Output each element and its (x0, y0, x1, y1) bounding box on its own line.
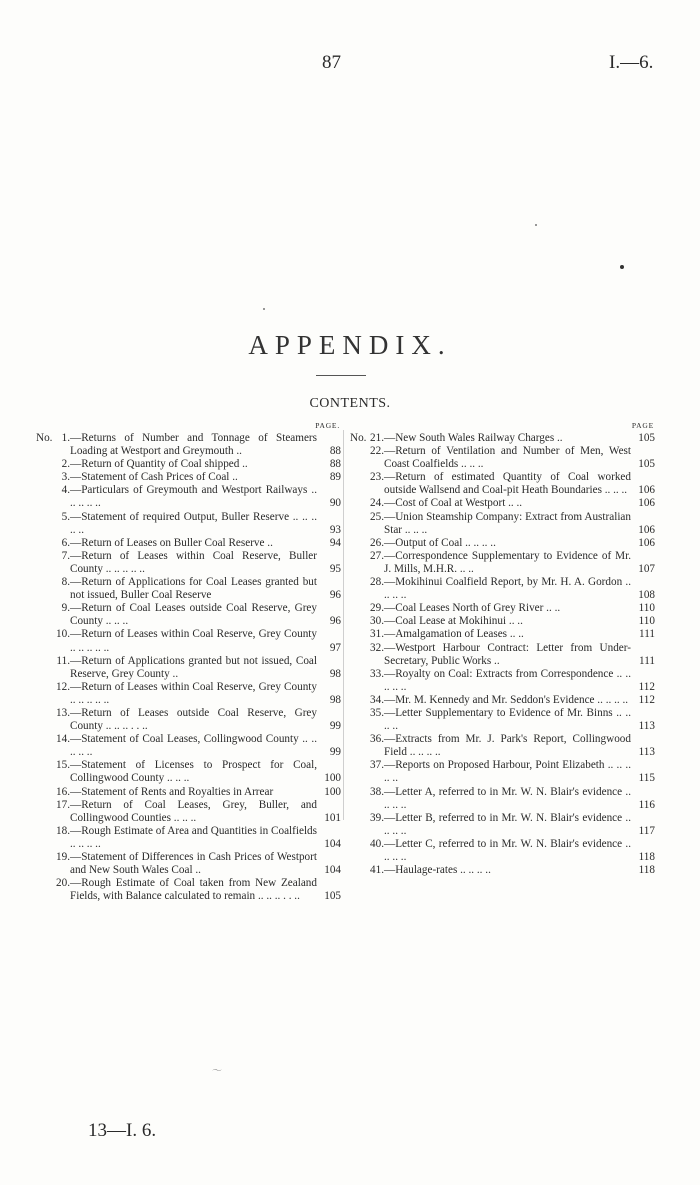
entry-number: 21. (370, 432, 384, 444)
entry-title: —Haulage-rates .. .. .. .. (384, 864, 491, 877)
entry-number: 37. (370, 759, 384, 772)
entry-number: 35. (370, 706, 384, 719)
entry-page-number: 104 (324, 837, 341, 850)
entry-page-number: 88 (329, 445, 341, 458)
appendix-title: APPENDIX. (248, 330, 452, 360)
entry-number: 26. (370, 536, 384, 549)
contents-entry (350, 838, 655, 864)
entry-page-number: 116 (638, 798, 655, 811)
entry-title: —Particulars of Greymouth and Westport Railways .. .. .. .. .. (70, 484, 317, 510)
entry-title: —Return of Quantity of Coal shipped .. (70, 458, 248, 471)
entry-page-number: 90 (329, 497, 341, 510)
ink-speck (263, 308, 265, 310)
entry-title: —Mokihinui Coalfield Report, by Mr. H. A. Gordon .. .. .. .. (384, 576, 631, 602)
contents-entry (36, 537, 341, 550)
entry-number: 33. (370, 667, 384, 680)
entry-number: 18. (56, 824, 70, 837)
column-divider (343, 430, 344, 820)
entry-page-number: 105 (638, 458, 655, 471)
contents-entry (36, 628, 341, 654)
entry-title: —Statement of Differences in Cash Prices of Westport and New South Wales Coal .. (70, 851, 317, 877)
contents-entry (36, 602, 341, 628)
entry-number: 2. (61, 458, 70, 471)
entry-title: —Letter Supplementary to Evidence of Mr. Binns .. .. .. .. (384, 706, 631, 733)
contents-entry (350, 471, 655, 497)
contents-entry (350, 445, 655, 471)
contents-entry (36, 458, 341, 471)
entry-title: —Return of Ventilation and Number of Men, West Coast Coalfields .. .. .. (384, 445, 631, 471)
entry-page-number: 100 (324, 785, 341, 798)
entry-number: 23. (370, 471, 384, 484)
entry-title: —Cost of Coal at Westport .. .. (384, 497, 523, 510)
entry-number: 22. (370, 445, 384, 458)
contents-entry (350, 550, 655, 576)
contents-entry (36, 655, 341, 681)
entry-number: 15. (56, 759, 70, 772)
contents-entry (350, 786, 655, 812)
entry-prefix: No. (350, 432, 367, 444)
contents-column-right (350, 420, 655, 877)
contents-entry (36, 471, 341, 484)
contents-entry (36, 484, 341, 510)
entry-page-number: 110 (638, 602, 655, 615)
entry-title: —Amalgamation of Leases .. .. (384, 628, 524, 641)
entry-number: 17. (56, 798, 70, 811)
entry-title: —Return of Leases within Coal Reserve, Grey County .. .. .. .. .. (70, 680, 317, 706)
entry-number: 31. (370, 628, 384, 641)
entry-number: 19. (56, 851, 70, 863)
entry-page-number: 108 (638, 589, 655, 602)
entry-title: —Statement of Rents and Royalties in Arrear (70, 785, 274, 798)
page-number: 87 (322, 52, 341, 73)
contents-entry (350, 694, 655, 707)
entry-page-number: 112 (638, 693, 655, 706)
entry-title: —Mr. M. Kennedy and Mr. Seddon's Evidence .. .. .. .. (384, 693, 629, 706)
contents-entry (36, 432, 341, 458)
footer-reference: 13—I. 6. (88, 1120, 157, 1141)
entry-number: 3. (61, 471, 70, 484)
contents-entry (36, 733, 341, 759)
contents-entry (36, 799, 341, 825)
entry-title: —Reports on Proposed Harbour, Point Elizabeth .. .. .. .. .. (384, 759, 631, 785)
entry-page-number: 118 (638, 851, 655, 863)
entry-title: —Extracts from Mr. J. Park's Report, Collingwood Field .. .. .. .. (384, 733, 631, 759)
entry-number: 14. (56, 733, 70, 746)
contents-entry (350, 759, 655, 785)
entry-page-number: 106 (638, 497, 655, 510)
contents-entry (36, 877, 341, 903)
contents-entry (350, 707, 655, 733)
entry-number: 1. (61, 432, 70, 444)
entry-page-number: 113 (638, 746, 655, 759)
entry-title: —Return of Leases within Coal Reserve, Buller County .. .. .. .. .. (70, 549, 317, 575)
entry-title: —Letter B, referred to in Mr. W. N. Blair's evidence .. .. .. .. (384, 811, 631, 837)
contents-entry (350, 615, 655, 628)
contents-entry (350, 537, 655, 550)
entry-page-number: 96 (329, 615, 341, 628)
entry-page-number: 101 (324, 811, 341, 824)
entry-title: —Correspondence Supplementary to Evidence of Mr. J. Mills, M.H.R. .. .. (384, 549, 631, 575)
entry-number: 32. (370, 641, 384, 654)
entry-page-number: 98 (329, 667, 341, 680)
entry-title: —Statement of Coal Leases, Collingwood County .. .. .. .. .. (70, 733, 317, 759)
entry-page-number: 115 (638, 772, 655, 785)
entry-page-number: 104 (324, 864, 341, 877)
entry-number: 28. (370, 576, 384, 589)
ink-speck (535, 224, 537, 226)
entry-page-number: 105 (638, 432, 655, 444)
contents-entry (36, 576, 341, 602)
contents-entry (350, 668, 655, 694)
contents-entry (350, 511, 655, 537)
entry-page-number: 105 (324, 890, 341, 903)
entry-number: 10. (56, 628, 70, 641)
entry-page-number: 93 (329, 523, 341, 536)
page-column-label: PAGE. (315, 421, 340, 430)
entry-number: 27. (370, 549, 384, 562)
entry-page-number: 107 (638, 562, 655, 575)
entry-number: 36. (370, 733, 384, 746)
contents-entry (36, 681, 341, 707)
entry-title: —Return of Applications for Coal Leases granted but not issued, Buller Coal Reserve (70, 576, 317, 602)
entry-page-number: 95 (329, 562, 341, 575)
entry-page-number: 100 (324, 772, 341, 785)
entry-page-number: 111 (639, 654, 655, 667)
entry-page-number: 113 (638, 720, 655, 733)
contents-entry (350, 432, 655, 445)
entry-number: 16. (56, 785, 70, 798)
entry-title: —Return of Leases within Coal Reserve, Grey County .. .. .. .. .. (70, 628, 317, 654)
entry-page-number: 99 (329, 720, 341, 733)
contents-heading: CONTENTS. (309, 396, 391, 411)
entry-number: 30. (370, 615, 384, 628)
contents-entry (36, 759, 341, 785)
entry-number: 40. (370, 837, 384, 850)
entry-title: —Return of Leases on Buller Coal Reserve .. (70, 536, 273, 549)
contents-entry (36, 786, 341, 799)
page-column-label: PAGE (631, 421, 654, 430)
entry-title: —Return of Coal Leases, Grey, Buller, and Collingwood Counties .. .. .. (70, 798, 317, 824)
entry-page-number: 89 (329, 471, 341, 484)
entry-page-number: 97 (329, 641, 341, 654)
entry-page-number: 112 (638, 680, 655, 693)
entry-title: —Statement of Licenses to Prospect for Coal, Collingwood County .. .. .. (70, 759, 317, 785)
contents-entry (350, 497, 655, 510)
entry-prefix: No. (36, 432, 53, 444)
entry-number: 34. (370, 693, 384, 706)
contents-entry (350, 733, 655, 759)
entry-title: —New South Wales Railway Charges .. (384, 432, 563, 444)
entry-page-number: 117 (638, 824, 655, 837)
entry-number: 12. (56, 680, 70, 693)
entry-number: 20. (56, 877, 70, 890)
entry-number: 38. (370, 785, 384, 798)
entry-number: 25. (370, 510, 384, 523)
contents-entry (350, 642, 655, 668)
entry-number: 24. (370, 497, 384, 510)
entry-number: 11. (56, 654, 70, 667)
entry-title: —Coal Lease at Mokihinui .. .. (384, 615, 523, 628)
contents-entry (36, 511, 341, 537)
entry-title: —Westport Harbour Contract: Letter from Under-Secretary, Public Works .. (384, 641, 631, 667)
contents-entry (350, 628, 655, 641)
entry-number: 13. (56, 706, 70, 719)
entry-title: —Rough Estimate of Coal taken from New Zealand Fields, with Balance calculated to remain .. .. .. . . .. (70, 877, 317, 903)
contents-entry (36, 851, 341, 877)
entry-title: —Output of Coal .. .. .. .. (384, 536, 496, 549)
ink-mark: 〜 (212, 1066, 222, 1077)
contents-entry (36, 825, 341, 851)
contents-entry (36, 550, 341, 576)
entry-page-number: 94 (329, 536, 341, 549)
contents-entry (350, 864, 655, 877)
entry-page-number: 99 (329, 746, 341, 759)
entry-page-number: 106 (638, 536, 655, 549)
entry-title: —Return of Applications granted but not issued, Coal Reserve, Grey County .. (70, 654, 317, 680)
entry-number: 6. (61, 536, 70, 549)
entry-number: 9. (61, 602, 70, 615)
entry-title: —Statement of required Output, Buller Reserve .. .. .. .. .. (70, 510, 317, 536)
entry-title: —Union Steamship Company: Extract from Australian Star .. .. .. (384, 510, 631, 536)
entry-page-number: 118 (638, 864, 655, 877)
entry-title: —Statement of Cash Prices of Coal .. (70, 471, 238, 484)
entry-title: —Return of estimated Quantity of Coal worked outside Wallsend and Coal-pit Heath Boundaries .. .. .. (384, 471, 631, 497)
contents-entry (36, 707, 341, 733)
entry-number: 5. (61, 510, 70, 523)
entry-title: —Returns of Number and Tonnage of Steamers Loading at Westport and Greymouth .. (70, 432, 317, 458)
contents-column-left (36, 420, 341, 903)
entry-page-number: 98 (329, 693, 341, 706)
contents-entry (350, 576, 655, 602)
entry-page-number: 106 (638, 484, 655, 497)
title-rule (316, 375, 366, 376)
entry-number: 39. (370, 811, 384, 824)
document-reference: I.—6. (609, 52, 654, 73)
entry-page-number: 110 (638, 615, 655, 628)
entry-title: —Letter C, referred to in Mr. W. N. Blair's evidence .. .. .. .. (384, 837, 631, 863)
contents-entry (350, 812, 655, 838)
entry-page-number: 96 (329, 589, 341, 602)
entry-title: —Return of Coal Leases outside Coal Reserve, Grey County .. .. .. (70, 602, 317, 628)
entry-number: 8. (61, 576, 70, 589)
entry-number: 41. (370, 864, 384, 877)
entry-title: —Royalty on Coal: Extracts from Correspondence .. .. .. .. .. (384, 667, 631, 693)
entry-number: 7. (61, 549, 70, 562)
entry-title: —Return of Leases outside Coal Reserve, Grey County .. .. .. . . .. (70, 706, 317, 733)
ink-speck (620, 265, 624, 269)
entry-title: —Coal Leases North of Grey River .. .. (384, 602, 561, 615)
entry-number: 4. (61, 484, 70, 497)
entry-title: —Letter A, referred to in Mr. W. N. Blair's evidence .. .. .. .. (384, 785, 631, 811)
contents-entry (350, 602, 655, 615)
entry-page-number: 106 (638, 523, 655, 536)
entry-title: —Rough Estimate of Area and Quantities in Coalfields .. .. .. .. (70, 824, 318, 850)
entry-page-number: 88 (329, 458, 341, 471)
entry-number: 29. (370, 602, 384, 615)
entry-page-number: 111 (639, 628, 655, 641)
